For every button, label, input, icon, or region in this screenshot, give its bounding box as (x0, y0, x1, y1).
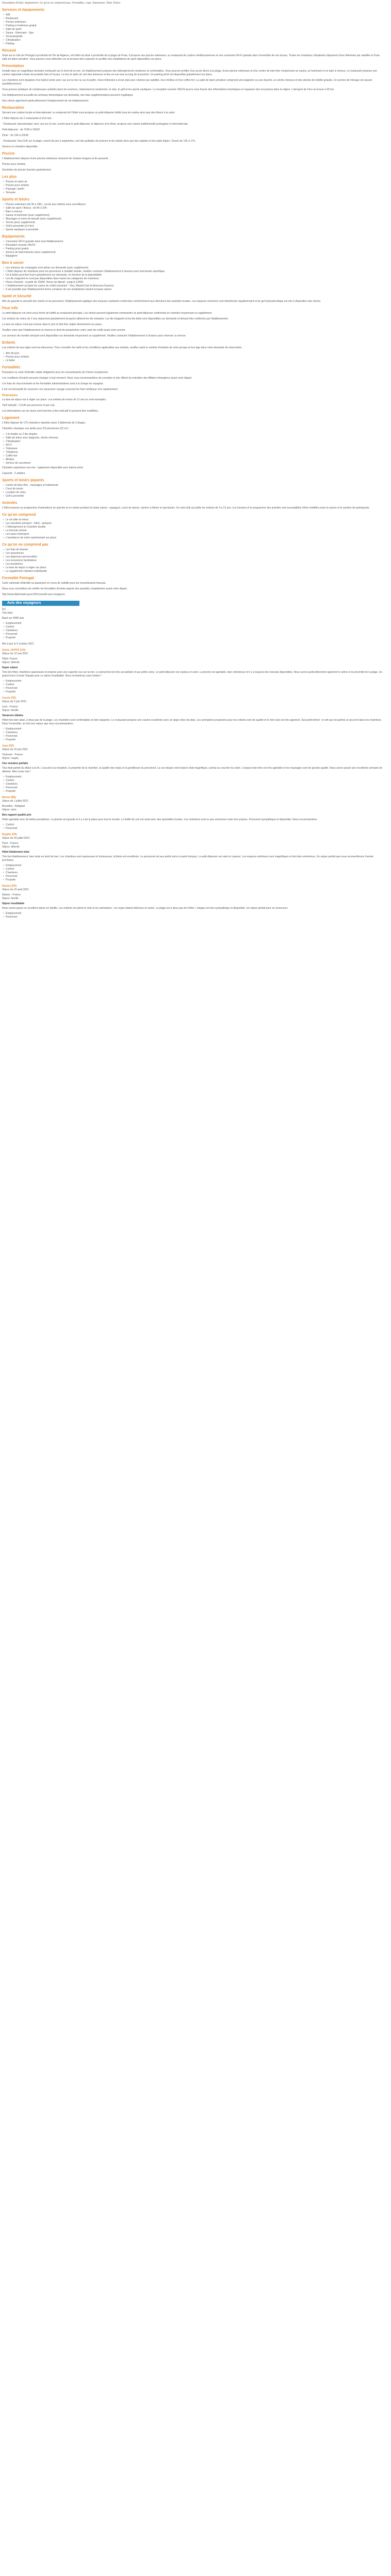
intro-title: Résumé (2, 49, 17, 53)
score-category: • Chambres (2, 629, 389, 633)
review-based-on: Basé sur 4996 avis (2, 617, 24, 620)
review-category: • Propreté (2, 690, 389, 694)
review-updated: Mis à jour le 5 octobre 2021 (2, 642, 34, 646)
loisirs-list (2, 180, 389, 195)
service-item: • Terrasse/jardin (2, 35, 389, 39)
comprend-item: • L'hébergement en chambre double (2, 526, 389, 529)
presentation-text: Vous pourrez pratiquer de nombreuses activités dans les environs, notamment la randonnée, le vélo, le golf et les sports nautiques. La réception ouverte 24h/24 pourra vous fournir des informations touristiques et organiser des excursions dans la région. L'aéroport de Faro se trouve à 45 km. (2, 88, 335, 91)
presentation-text: Cet établissement accueille les animaux domestiques sur demande, des frais supplémentaires peuvent s'appliquer. (2, 94, 134, 97)
review-author: Sylvie JAFIFR (CN) (2, 649, 26, 652)
page (0, 1, 391, 930)
comprend-item: • L'assistance de notre représentant sur place (2, 536, 389, 540)
piscine-text: Serviettes de piscine fournies gratuitement. (2, 168, 52, 172)
service-item: • Piscine extérieure (2, 21, 389, 24)
loisirs-item: • Piscine en plein air (2, 180, 389, 184)
formalite-portugal-title: Formalité Portugal (2, 577, 34, 580)
review-category: • Propreté (2, 790, 389, 793)
review-categories (2, 912, 389, 919)
sports-item: • Tennis (avec supplément) (2, 221, 389, 225)
logement-text: Chambre classique vue jardin pour 2/3 personnes (22 m²) : (2, 427, 70, 430)
enfants-item: • Piscine pour enfants (2, 355, 389, 359)
review-type: Séjour: couple (2, 757, 19, 760)
pour-info-text: La taxe de séjour n'est pas incluse dans le prix et doit être réglée directement sur place. (2, 323, 103, 326)
logement-text: Chambre supérieure vue mer : également disponible avec balcon privé. (2, 466, 84, 469)
equipement-item: • Réception ouverte 24h/24 (2, 244, 389, 247)
restauration-text: - Restaurant 'Sea Grill' sur la plage, ouvert de juin à septembre, sert des grillades de poisson et de viande ainsi que des salades et des plats légers. Ouvert de 12h à 17h. (2, 140, 196, 143)
services-list (2, 13, 389, 46)
score-block (2, 608, 389, 646)
pour-info-text: Les services de navette aéroport sont disponibles sur demande moyennant un supplément. Veuillez contacter l'établissement à l'avance pour réserver ce service. (2, 334, 187, 337)
reviews-banner: Avis des voyageurs (2, 601, 79, 606)
review-category: • Confort (2, 868, 389, 871)
review-origin: Bruxelles - Belgique (2, 805, 25, 808)
sports-item: • Sauna et hammam (avec supplément) (2, 214, 389, 217)
logement-title: Logement (2, 416, 20, 420)
review-category: • Chambres (2, 783, 389, 786)
review-category: • Personnel (2, 827, 389, 831)
formalites-title: Formalités (2, 366, 21, 369)
bon-savoir-item: • Les animaux de compagnie sont admis sur demande (avec supplément). (2, 266, 389, 270)
score-category: • Personnel (2, 633, 389, 636)
restauration-text: Service en chambre disponible. (2, 145, 38, 148)
precisions-text: Tarif indicatif : 2 EUR par personne et par nuit. (2, 404, 55, 407)
formalite-portugal-link[interactable]: http://www.diplomatie.gouv.fr/fr/conseils-aux-voyageurs (2, 593, 65, 596)
comprend-title: Ce qu'on comprend (2, 513, 36, 517)
sports2-list (2, 484, 389, 498)
precisions-title: Précisions (2, 394, 18, 397)
logement-item: • Service de couverture (2, 462, 389, 465)
review-item (2, 744, 389, 793)
precisions-text: La taxe de séjour est à régler sur place. Les enfants de moins de 12 ans en sont exemptés. (2, 398, 107, 401)
review-type: Séjour: famille (2, 709, 19, 712)
review-type: Séjour: amis (2, 808, 17, 811)
review-category: • Personnel (2, 786, 389, 790)
pour-info-text: Veuillez noter que l'établissement se réserve le droit de préautoriser votre carte de crédit avant votre arrivée. (2, 329, 126, 332)
sports-item: • Massages et soins de beauté (avec supplément) (2, 217, 389, 221)
review-category: • Emplacement (2, 775, 389, 779)
logement-item: • Téléphone (2, 451, 389, 454)
review-author: Carole (FR) (2, 697, 16, 700)
precisions-text: Les informations sur les taxes sont fournies à titre indicatif et peuvent être modifiées. (2, 410, 99, 413)
ne-comprend-pas-item: • Les dépenses personnelles (2, 555, 389, 559)
review-date: Séjour du 12 mai 2021 (2, 652, 28, 655)
sports-item: • Salle de sport / fitness : de 8h à 20h (2, 207, 389, 210)
review-author: Brigitte (FR) (2, 833, 17, 836)
presentation-text: Installé dans un magnifique domaine verdoyant sur le bord de la mer, cet établissement propose des hébergements modernes et confortables. Vous pourrez profiter d'un accès direct à la plage, d'une piscine extérieure et d'un centre de bien-être comprenant un sauna, un hammam et un bain à remous. Le restaurant propose une cuisine régionale à base de produits frais et locaux. Le bar en plein air sert des boissons et des en-cas tout au long de la journée. Un parking privé est disponible gratuitement sur place. (2, 70, 377, 76)
logement-item: • Wi-Fi (2, 444, 389, 447)
review-item (2, 649, 389, 694)
ne-comprend-pas-item: • Le supplément chambre individuelle (2, 570, 389, 573)
review-categories (2, 864, 389, 882)
review-text: Nous avons passé un excellent séjour en famille. Les enfants ont adoré le club et les animations. Les repas étaient délicieux et variés. La plage est à deux pas de l'hôtel. L'équipe est très sympathique et disponible. Un séjour parfait pour se ressourcer. (2, 907, 288, 910)
logement-text: L'hôtel dispose de 175 chambres réparties dans 3 bâtiments de 3 étages. (2, 421, 86, 425)
formalite-portugal-text: Carte nationale d'identité ou passeport en cours de validité pour les ressortissants français. (2, 582, 106, 585)
review-score: 8,6 (2, 608, 6, 611)
sports2-item: • Golf à proximité (2, 495, 389, 498)
review-text: Très bel établissement, bien situé en bord de mer. Les chambres sont spacieuses et lumineuses, la literie est excellente. Le personnel est aux petits soins et parle français. Le petit-déjeuner est varié et copieux. Les espaces extérieurs sont magnifiques et très bien entretenus. Un séjour parfait que nous renouvellerons l'année prochaine. (2, 855, 373, 862)
comprend-list (2, 518, 389, 540)
score-categories (2, 622, 389, 640)
formalite-portugal-text: Nous vous conseillons de vérifier les formalités d'entrée auprès des autorités compétentes avant votre départ. (2, 587, 128, 590)
enfants-list (2, 352, 389, 363)
service-item: • Salle de sport (2, 28, 389, 31)
review-title: Super séjour (2, 666, 18, 669)
review-category: • Confort (2, 683, 389, 687)
review-category: • Personnel (2, 916, 389, 919)
comprend-item: • Le vol aller et retour (2, 518, 389, 522)
review-date: Séjour du 20 juillet 2021 (2, 837, 30, 840)
enfants-item: • Aire de jeux (2, 352, 389, 355)
bon-savoir-item: • Un lit bébé peut être fourni gratuitement sur demande, en fonction de la disponibilité. (2, 274, 389, 277)
comprend-item: • Les transferts aéroport - hôtel - aéroport (2, 522, 389, 526)
piscine-text: L'établissement dispose d'une piscine extérieure entourée de chaises longues et de parasols. (2, 157, 109, 160)
sports-list (2, 203, 389, 232)
review-category: • Confort (2, 823, 389, 827)
bon-savoir-item: • L'établissement accepte les cartes de crédit suivantes : Visa, MasterCard et American Express. (2, 284, 389, 288)
restauration-title: Restauration (2, 106, 24, 110)
reviews-list (2, 649, 389, 919)
review-origin: Hôtel: France (2, 657, 18, 660)
loisirs-item: • Paysage / jardin (2, 188, 389, 191)
pour-info-text: Les enfants de moins de 2 ans séjournent gratuitement lorsqu'ils utilisent les lits existants. Les lits d'appoint et les lits bébé sont disponibles sur demande et doivent être confirmés par l'établissement. (2, 317, 229, 320)
restauration-text: Dîner : de 19h à 22h30 (2, 134, 29, 137)
sports-title: Sports et loisirs (2, 198, 29, 201)
restauration-text: Petit-déjeuner : de 7h30 à 10h30 (2, 128, 40, 131)
service-item: • Sauna - Hammam - Spa (2, 31, 389, 35)
review-category: • Emplacement (2, 727, 389, 731)
review-item (2, 697, 389, 742)
logement-item: • Climatisation (2, 440, 389, 444)
service-item: • Parking (2, 42, 389, 46)
ne-comprend-pas-item: • Les assurances (2, 552, 389, 555)
review-type: Séjour: famille (2, 897, 19, 900)
review-date: Séjour du 2 juin 2021 (2, 700, 27, 703)
service-item: • Parking à l'extérieur gratuit (2, 24, 389, 28)
review-origin: Paris - France (2, 842, 19, 845)
piscine-text: Piscine pour enfants. (2, 163, 26, 166)
securite-title: Santé et Sécurité (2, 295, 31, 298)
review-categories (2, 680, 389, 694)
logement-item: • Coffre-fort (2, 454, 389, 458)
review-type: Séjour: détente (2, 661, 20, 664)
formalites-text: Les conditions d'entrée peuvent changer à tout moment. Nous vous recommandons de consulter le site officiel du ministère des Affaires étrangères avant votre départ. (2, 377, 192, 380)
equipements-title: Équipements (2, 235, 25, 239)
ne-comprend-pas-item: • La taxe de séjour à régler sur place (2, 566, 389, 570)
review-category: • Chambres (2, 731, 389, 735)
review-category: • Personnel (2, 875, 389, 878)
review-category: • Emplacement (2, 680, 389, 683)
review-title: Bon rapport qualité prix (2, 814, 31, 817)
review-date: Séjour du 15 juin 2021 (2, 748, 28, 751)
service-item: • Wifi (2, 13, 389, 17)
review-origin: Lyon - France (2, 705, 18, 708)
review-origin: Nantes - France (2, 893, 21, 896)
review-item (2, 885, 389, 919)
review-categories (2, 823, 389, 831)
top-line: Description d'hotel, équipement, Ce qu'on ne comprend pas, Formalités, Logo, Impression, Note: Entrer (2, 2, 121, 5)
activites-title: Activités (2, 501, 18, 505)
activites-text: L'hôtel propose un programme d'animations en journée et en soirée pendant la haute saison : aquagym, cours de danse, soirées à thème et spectacles. Un mini-club accueille les enfants de 4 à 12 ans. Les horaires et le programme des activités sont susceptibles d'être modifiés selon la saison et le nombre de participants. (2, 506, 370, 510)
pour-info-title: Pour info (2, 307, 18, 310)
bon-savoir-item: • Il est possible que l'établissement ferme certaines de ses installations durant la basse saison. (2, 288, 389, 292)
enfants-text: Les enfants de tous âges sont les bienvenus. Pour connaître les tarifs et les conditions applicables aux enfants, veuillez saisir le nombre d'enfants de votre groupe et leur âge dans votre demande de réservation. (2, 346, 242, 349)
review-author: Michel (BE) (2, 796, 17, 799)
service-item: • Restaurant (2, 17, 389, 21)
equipement-item: • Connexion Wi-Fi gratuite dans tout l'établissement (2, 240, 389, 244)
review-item (2, 796, 389, 831)
review-text: Hôtel agréable avec de belles prestations. La piscine est grande et il y a de la place pour tout le monde. Le buffet du soir est varié avec des spécialités locales. Les chambres sont un peu anciennes mais très propres. Personnel sympathique et disponible. Nous recommandons. (2, 818, 318, 821)
review-category: • Propreté (2, 738, 389, 742)
comprend-item: • La formule choisie (2, 529, 389, 533)
review-author: Jean (FR) (2, 744, 14, 748)
review-author: Sandra (FR) (2, 885, 17, 888)
review-categories (2, 727, 389, 742)
comprend-item: • Les taxes d'aéroport (2, 533, 389, 536)
review-category: • Propreté (2, 878, 389, 882)
review-type: Séjour: détente (2, 845, 20, 849)
logement-item: • 1 lit double ou 2 lits simples (2, 433, 389, 436)
presentation-text: Les chambres sont équipées d'un balcon privé avec vue sur la mer ou sur le jardin, d'une télévision à écran plat avec chaînes par satellite, d'un minibar et d'un coffre-fort. La salle de bains privative comprend une baignoire ou une douche, un sèche-cheveux et des articles de toilette gratuits. Un service de ménage est assuré quotidiennement. (2, 79, 372, 86)
sports-item: • Golf à proximité (à 5 km) (2, 225, 389, 228)
loisirs-title: Les plus (2, 175, 17, 179)
restauration-text: Servant une cuisine locale et internationale, le restaurant de l'hôtel vous propose un petit-déjeuner buffet tous les matins ainsi que des dîners à la carte. (2, 111, 175, 114)
logement-item: • Minibar (2, 458, 389, 462)
review-date: Séjour du 10 août 2021 (2, 888, 29, 891)
piscine-title: Piscine (2, 152, 15, 156)
securite-text: Afin de garantir la sécurité des clients et du personnel, l'établissement applique des mesures sanitaires renforcées conformément aux directives des autorités locales. Les espaces communs sont désinfectés régulièrement et du gel hydroalcoolique est mis à disposition des clients. (2, 300, 321, 303)
logement-item: • Télévision (2, 447, 389, 451)
enfants-item: • Lit bébé (2, 359, 389, 363)
sports2-item: • Court de tennis (2, 487, 389, 491)
review-title: Séjour inoubliable (2, 902, 25, 905)
bon-savoir-title: Bon à savoir (2, 261, 24, 265)
sports-item: • Bain à remous (2, 210, 389, 214)
ne-comprend-pas-title: Ce qu'on ne comprend pas (2, 543, 48, 547)
review-date: Séjour du 1 juillet 2021 (2, 800, 28, 803)
formalites-text: Les frais de visa éventuels et les formalités administratives sont à la charge du voyageur. (2, 382, 104, 385)
review-title: Une semaine parfaite (2, 762, 28, 765)
sports-item: • Piscine extérieure (de 9h à 19h) : accès aux enfants sous surveillance (2, 203, 389, 207)
review-category: • Personnel (2, 735, 389, 738)
review-text: Hôtel très bien situé, à deux pas de la plage. Les chambres sont confortables et bien équipées. Le restaurant propose une cuisine excellente avec un large choix de plats. Les animations proposées pour les enfants sont de qualité et le mini-club est très apprécié. Seul petit bémol : le wifi qui est parfois un peu lent dans les chambres. Dans l'ensemble, un très bon séjour que nous recommandons. (2, 719, 382, 725)
ne-comprend-pas-item: • Les pourboires (2, 563, 389, 566)
intro-text: Situé sur la côte de Portugal à proximité de l'île de Algarve, cet hôtel est situé à proximité de la plage de Praia. Il propose une piscine extérieure, un restaurant de cuisine méditerranéenne et une connexion Wi-Fi gratuite dans l'ensemble de ses locaux. Toutes les chambres climatisées disposent d'une télévision par satellite et d'une salle de bains privative. Vous pourrez vous détendre sur la terrasse bien exposée ou profiter des installations de sport disponibles sur place. (2, 54, 380, 61)
equipement-item: • Service de blanchisserie (avec supplément) (2, 251, 389, 255)
review-category: • Emplacement (2, 912, 389, 916)
loisirs-item: • Terrasse (2, 191, 389, 195)
loisirs-item: • Piscine pour enfants (2, 184, 389, 188)
review-origin: Toulouse - France (2, 753, 23, 756)
review-title: Vacances idéales (2, 714, 24, 717)
bon-savoir-item: • Les lits d'appoint ne sont pas disponibles dans toutes les catégories de chambres. (2, 277, 389, 281)
score-category: • Propreté (2, 636, 389, 640)
review-category: • Chambres (2, 871, 389, 875)
sports2-title: Sports et loisirs payants (2, 479, 44, 482)
review-text: Très bel hôtel, chambres spacieuses et propres avec une superbe vue sur la mer. Le personnel est très accueillant et aux petits soins. Le petit-déjeuner est copieux et varié. La piscine est agréable, bien entretenue et il y a toujours des transats disponibles. Nous avons particulièrement apprécié le calme et la proximité de la plage. Un grand merci à toute l'équipe pour ce séjour inoubliable. Nous reviendrons sans hésiter ! (2, 671, 383, 677)
equipements-list (2, 240, 389, 258)
formalites-text: Passeport ou carte d'identité valide obligatoire pour les ressortissants de l'Union européenne. (2, 371, 109, 374)
review-category: • Emplacement (2, 864, 389, 868)
enfants-title: Enfants (2, 341, 15, 345)
services-title: Services et équipements (2, 8, 45, 12)
pour-info-text: Le petit-déjeuner est servi sous forme de buffet au restaurant principal. Les clients peuvent également commander un petit-déjeuner continental en chambre moyennant un supplément. (2, 312, 213, 315)
presentation-text: Nos clients apprécient particulièrement l'emplacement de cet établissement. (2, 99, 89, 103)
equipement-item: • Parking privé gratuit (2, 247, 389, 251)
bon-savoir-list (2, 266, 389, 292)
logement-list (2, 433, 389, 465)
review-categories (2, 775, 389, 793)
equipement-item: • Bagagerie (2, 255, 389, 258)
restauration-text: L'hôtel dispose de 2 restaurants et d'un bar : (2, 117, 53, 120)
score-category: • Confort (2, 625, 389, 629)
sports2-item: • Centre de bien-être - massages et traitements (2, 484, 389, 487)
formalites-text: Il est recommandé de souscrire une assurance voyage couvrant les frais médicaux et le rapatriement. (2, 388, 119, 391)
review-text: Tout était parfait du début à la fin. L'accueil à la réception, la propreté de la chambre, la qualité des repas et la gentillesse du personnel. La vue depuis notre balcon était magnifique, surtout au coucher du soleil. L'espace bien-être est très agréable et les massages sont de grande qualité. Nous avons passé une excellente semaine de détente. Merci pour tout ! (2, 767, 383, 773)
presentation-title: Présentation (2, 64, 24, 68)
review-title: Hôtel idéalement situé (2, 851, 30, 854)
ne-comprend-pas-item: • Les frais de dossier (2, 548, 389, 552)
logement-item: • Salle de bains avec baignoire, sèche-cheveux (2, 436, 389, 440)
score-category: • Emplacement (2, 622, 389, 625)
ne-comprend-pas-item: • Les excursions facultatives (2, 559, 389, 563)
sports-item: • Sports nautiques à proximité (2, 228, 389, 232)
restauration-text: - Restaurant 'panoramique' avec vue sur la mer, ouvert pour le petit-déjeuner, le déjeuner et le dîner, propose une cuisine traditionnelle portugaise et internationale. (2, 123, 189, 126)
logement-text: Capacité : 3 adultes. (2, 472, 26, 475)
ne-comprend-pas-list (2, 548, 389, 573)
review-category: • Personnel (2, 687, 389, 690)
service-item: • Climatisation (2, 39, 389, 42)
sports2-item: • Location de vélos (2, 491, 389, 495)
review-category: • Confort (2, 779, 389, 783)
bon-savoir-item: • Heure d'arrivée : à partir de 15h00. Heure de départ : jusqu'à 12h00. (2, 281, 389, 284)
review-score-label: Très bien (2, 612, 13, 615)
review-item (2, 833, 389, 882)
bon-savoir-item: • L'hôtel dispose de chambres pour les personnes à mobilité réduite. Veuillez contacter l'établissement à l'avance pour tout besoin spécifique. (2, 270, 389, 274)
